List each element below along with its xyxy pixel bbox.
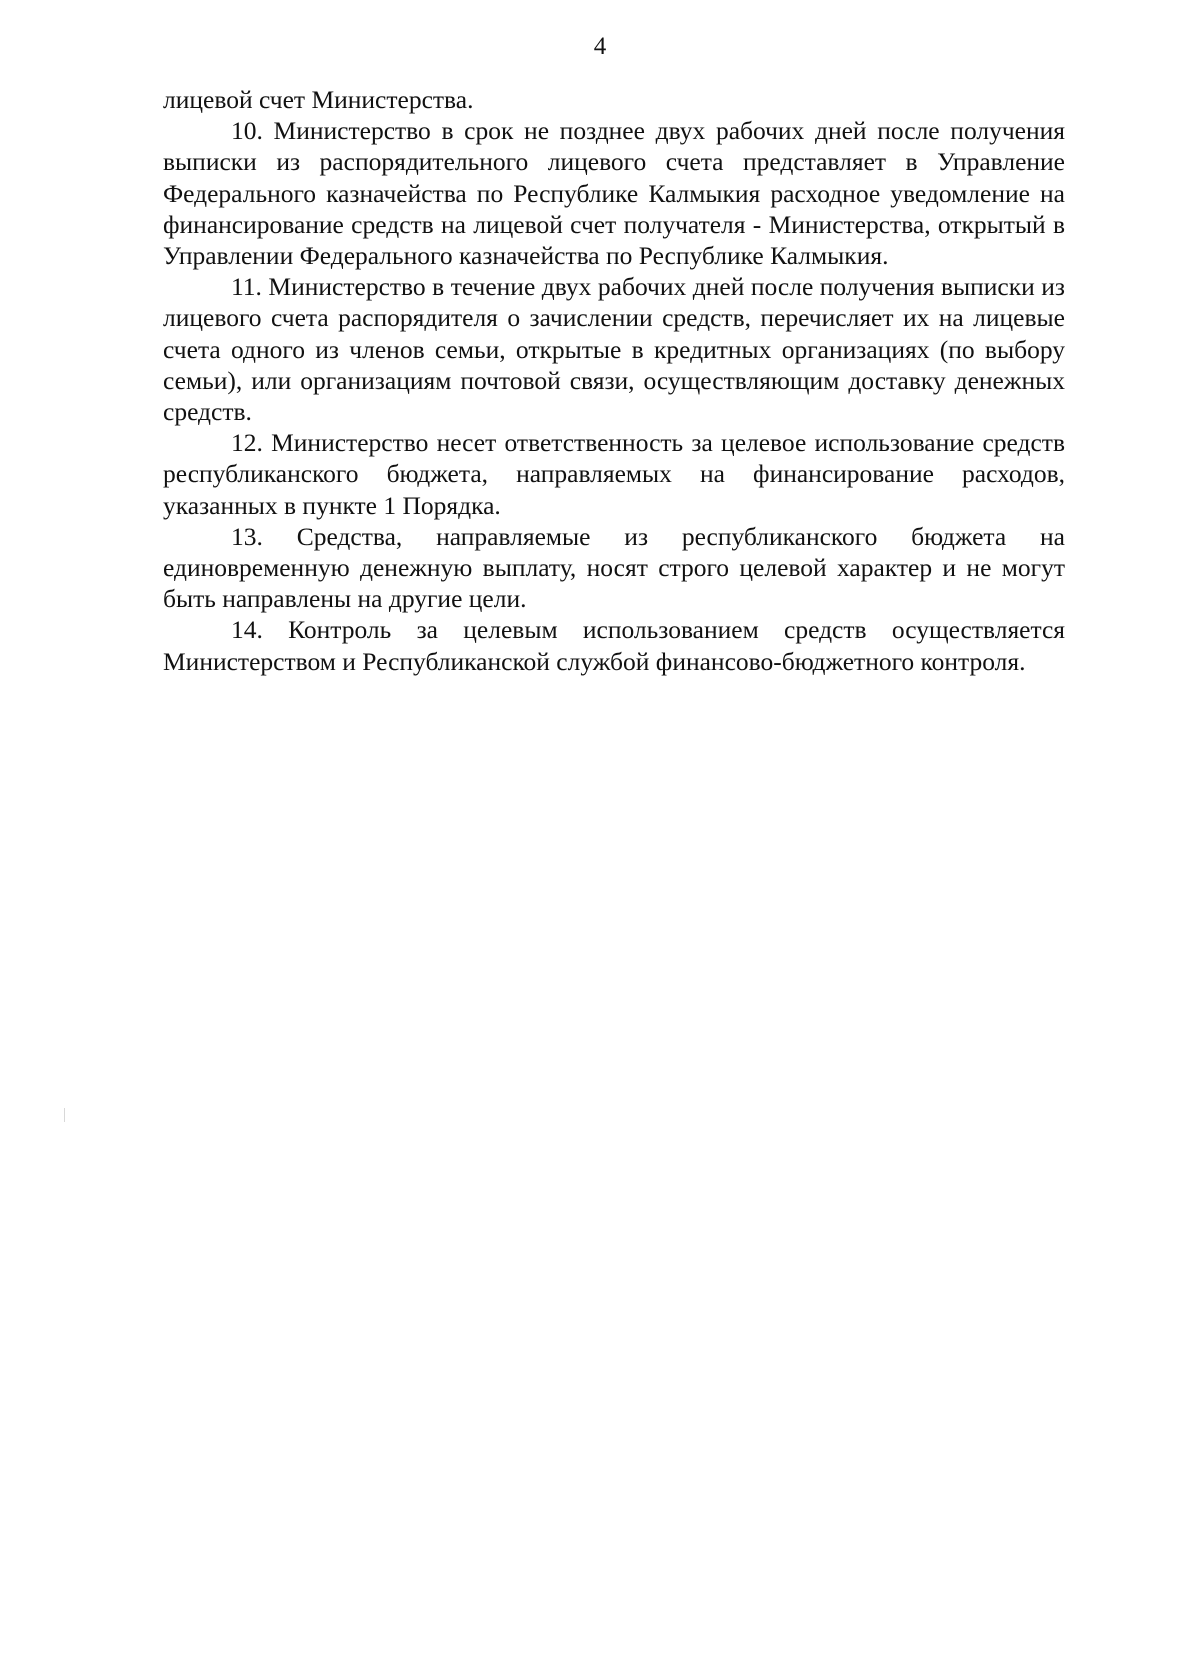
paragraph-continuation: лицевой счет Министерства. — [163, 85, 474, 114]
paragraph-item-14: 14. Контроль за целевым использованием средств осуществляется Министерством и Республиканской службой финансово-бюджетного контроля. — [163, 615, 1065, 676]
paragraph-item-13: 13. Средства, направляемые из республиканского бюджета на единовременную денежную выплату, носят строго целевой характер и не могут быть направлены на другие цели. — [163, 521, 1065, 614]
paragraph-item-12: 12. Министерство несет ответственность за целевое использование средств республиканского бюджета, направляемых на финансирование расходов, указанных в пункте 1 Порядка. — [163, 428, 1065, 520]
paragraph-item-11: 11. Министерство в течение двух рабочих дней после получения выписки из лицевого счета распорядителя о зачислении средств, перечисляет их на лицевые счета одного из членов семьи, открытые в кредитных организациях (по выбору семьи), или организациям почтовой связи, осуществляющим доставку денежных средств. — [163, 272, 1065, 427]
page-number: 4 — [593, 33, 607, 60]
paragraph-item-10: 10. Министерство в срок не позднее двух рабочих дней после получения выписки из распорядительного лицевого счета представляет в Управление Федерального казначейства по Республике Калмыкия расходное уведомление на финансирование средств на лицевой счет получателя - Министерства, открытый в Управлении Федерального казначейства по Республике Калмыкия. — [163, 116, 1065, 271]
scan-artifact — [64, 1108, 65, 1122]
document-body — [163, 84, 1065, 677]
